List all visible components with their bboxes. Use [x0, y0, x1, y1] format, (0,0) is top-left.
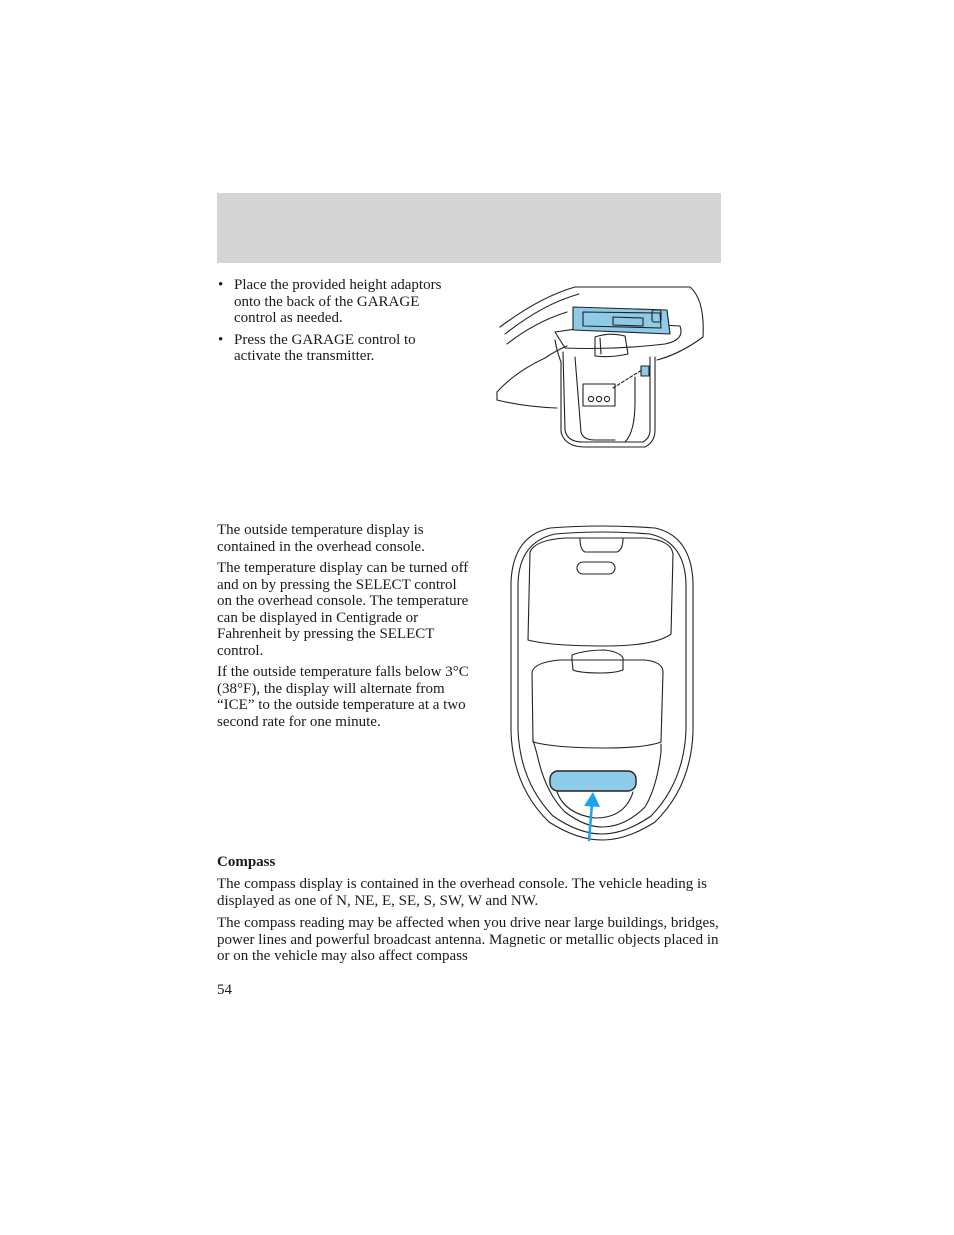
compass-section: [217, 854, 727, 971]
paragraph: If the outside temperature falls below 3°C (38°F), the display will alternate from “ICE” to the outside temperature at a two second rate for one minute.: [217, 664, 469, 730]
section-header-band: [217, 193, 721, 263]
page-number: 54: [217, 982, 232, 998]
garage-instructions-list: [217, 277, 457, 370]
paragraph: The compass reading may be affected when you drive near large buildings, bridges, power lines and powerful broadcast antenna. Magnetic or metallic objects placed in or on the vehicle may also affect compass: [217, 915, 719, 964]
bullet-icon: •: [218, 277, 224, 293]
list-item: [217, 332, 457, 365]
bullet-text: Press the GARAGE control to activate the transmitter.: [234, 331, 416, 364]
paragraph: The temperature display can be turned off and on by pressing the SELECT control on the overhead console. The temperature can be displayed in Centigrade or Fahrenheit by pressing the SELECT control.: [217, 560, 469, 659]
pointer-arrow-icon: [505, 522, 700, 844]
section-heading: Compass: [217, 854, 276, 870]
temperature-section: [217, 522, 472, 735]
paragraph: The outside temperature display is contained in the overhead console.: [217, 522, 425, 555]
garage-control-illustration: [495, 282, 710, 452]
bullet-icon: •: [218, 331, 224, 348]
list-item: [217, 277, 457, 327]
bullet-text: Place the provided height adaptors onto the back of the GARAGE control as needed.: [234, 277, 442, 326]
paragraph: The compass display is contained in the overhead console. The vehicle heading is displayed as one of N, NE, E, SE, S, SW, W and NW.: [217, 876, 707, 909]
